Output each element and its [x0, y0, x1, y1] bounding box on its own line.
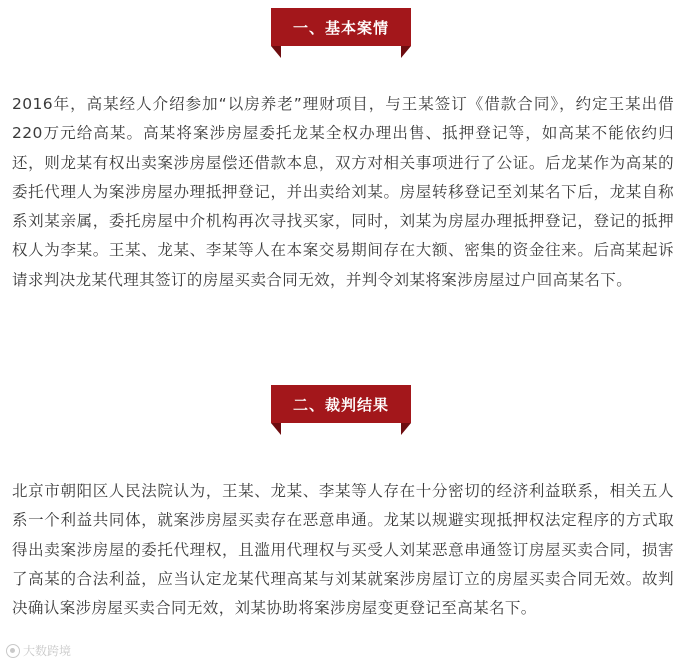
banner-fold-right [401, 423, 411, 435]
watermark-logo-icon [6, 644, 20, 658]
section-2-banner [271, 385, 411, 435]
banner-fold-right [401, 46, 411, 58]
section-1-heading: 一、基本案情 [271, 8, 411, 46]
section-2-heading: 二、裁判结果 [271, 385, 411, 423]
section-2-body: 北京市朝阳区人民法院认为，王某、龙某、李某等人存在十分密切的经济利益联系，相关五人系一个利益共同体，就案涉房屋买卖存在恶意串通。龙某以规避实现抵押权法定程序的方式取得出卖案涉房屋的委托代理权，且滥用代理权与买受人刘某恶意串通签订房屋买卖合同，损害了高某的合法利益，应当认定龙某代理高某与刘某就案涉房屋订立的房屋买卖合同无效。故判决确认案涉房屋买卖合同无效，刘某协助将案涉房屋变更登记至高某名下。 [12, 482, 674, 618]
banner-fold-left [271, 46, 281, 58]
banner-fold-left [271, 423, 281, 435]
watermark [6, 642, 71, 659]
section-1-banner [271, 8, 411, 58]
watermark-text: 大数跨境 [23, 644, 72, 658]
section-1-body: 2016年，高某经人介绍参加“以房养老”理财项目，与王某签订《借款合同》，约定王某出借220万元给高某。高某将案涉房屋委托龙某全权办理出售、抵押登记等，如高某不能依约归还，则龙某有权出卖案涉房屋偿还借款本息，双方对相关事项进行了公证。后龙某作为高某的委托代理人为案涉房屋办理抵押登记，并出卖给刘某。房屋转移登记至刘某名下后，龙某自称系刘某亲属，委托房屋中介机构再次寻找买家，同时，刘某为房屋办理抵押登记，登记的抵押权人为李某。王某、龙某、李某等人在本案交易期间存在大额、密集的资金往来。后高某起诉请求判决龙某代理其签订的房屋买卖合同无效，并判令刘某将案涉房屋过户回高某名下。 [12, 95, 674, 289]
